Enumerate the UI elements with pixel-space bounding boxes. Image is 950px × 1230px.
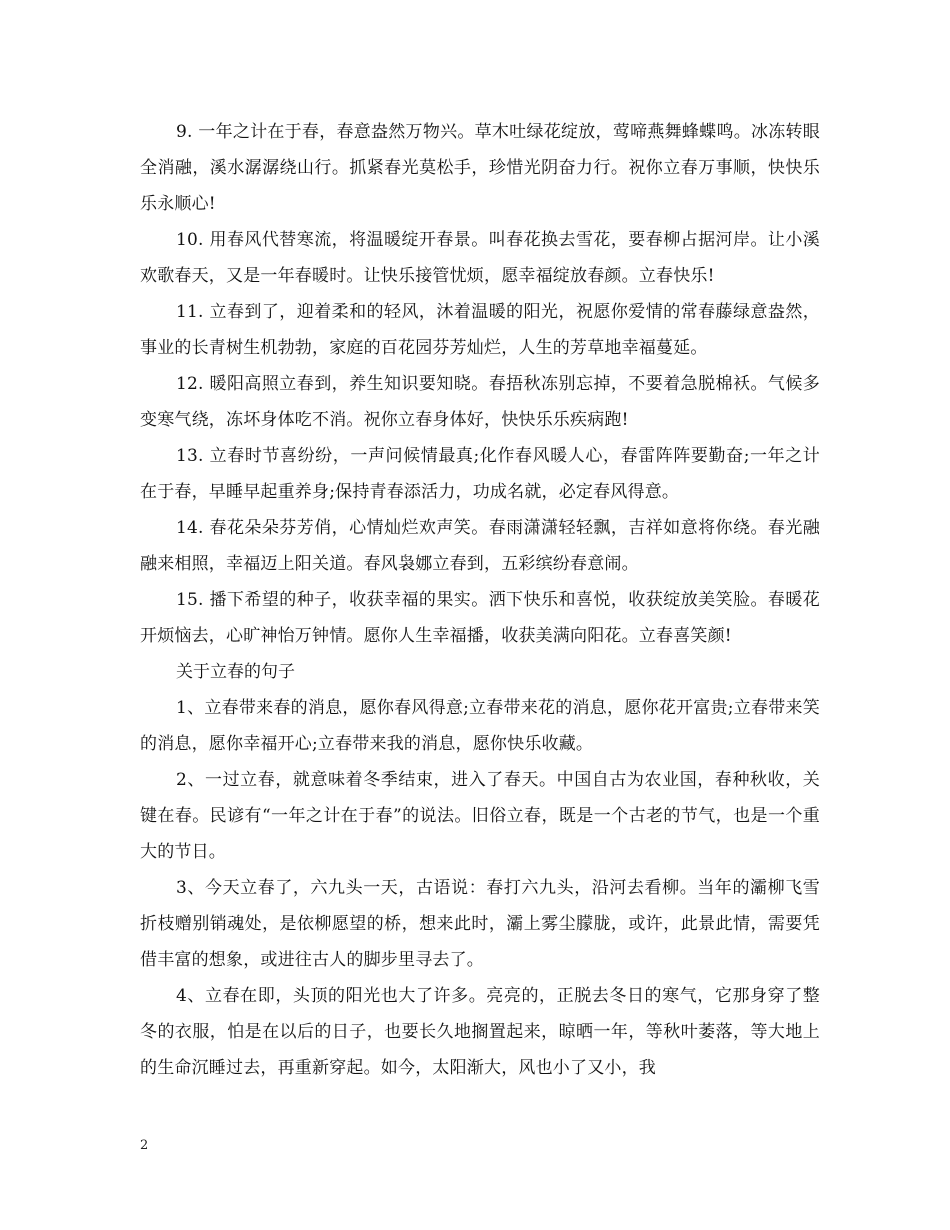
paragraph-14: 14. 春花朵朵芬芳俏，心情灿烂欢声笑。春雨潇潇轻轻飘，吉祥如意将你绕。春光融融来相照，幸福迈上阳关道。春风袅娜立春到，五彩缤纷春意闹。 (140, 518, 820, 574)
paragraph-13: 13. 立春时节喜纷纷，一声问候情最真;化作春风暖人心，春雷阵阵要勤奋;一年之计在于春，早睡早起重养身;保持青春添活力，功成名就，必定春风得意。 (140, 446, 820, 502)
section-heading: 关于立春的句子 (176, 662, 295, 682)
paragraph-11: 11. 立春到了，迎着柔和的轻风，沐着温暖的阳光，祝愿你爱情的常春藤绿意盎然，事业的长青树生机勃勃，家庭的百花园芬芳灿烂，人生的芳草地幸福蔓延。 (140, 302, 820, 358)
paragraph-15: 15. 播下希望的种子，收获幸福的果实。洒下快乐和喜悦，收获绽放美笑脸。春暖花开烦恼去，心旷神怡万钟情。愿你人生幸福播，收获美满向阳花。立春喜笑颜! (140, 590, 820, 646)
document-body (140, 114, 820, 1086)
paragraph-12: 12. 暖阳高照立春到，养生知识要知晓。春捂秋冻别忘掉，不要着急脱棉袄。气候多变寒气绕，冻坏身体吃不消。祝你立春身体好，快快乐乐疾病跑! (140, 374, 820, 430)
sentence-paragraph-2: 2、一过立春，就意味着冬季结束，进入了春天。中国自古为农业国，春种秋收，关键在春。民谚有“一年之计在于春”的说法。旧俗立春，既是一个古老的节气，也是一个重大的节日。 (140, 770, 820, 862)
paragraph-9: 9. 一年之计在于春，春意盎然万物兴。草木吐绿花绽放，莺啼燕舞蜂蝶鸣。冰冻转眼全消融，溪水潺潺绕山行。抓紧春光莫松手，珍惜光阴奋力行。祝你立春万事顺，快快乐乐永顺心! (140, 122, 820, 214)
sentence-paragraph-4: 4、立春在即，头顶的阳光也大了许多。亮亮的，正脱去冬日的寒气，它那身穿了整冬的衣服，怕是在以后的日子，也要长久地搁置起来，晾晒一年，等秋叶萎落，等大地上的生命沉睡过去，再重新穿起。如今，太阳渐大，风也小了又小，我 (140, 986, 820, 1078)
sentence-paragraph-3: 3、今天立春了，六九头一天，古语说：春打六九头，沿河去看柳。当年的灞柳飞雪折枝赠别销魂处，是依柳愿望的桥，想来此时，灞上雾尘朦胧，或许，此景此情，需要凭借丰富的想象，或进往古人的脚步里寻去了。 (140, 878, 820, 970)
sentence-paragraph-1: 1、立春带来春的消息，愿你春风得意;立春带来花的消息，愿你花开富贵;立春带来笑的消息，愿你幸福开心;立春带来我的消息，愿你快乐收藏。 (140, 698, 820, 754)
page-number: 2 (140, 1138, 149, 1153)
paragraph-10: 10. 用春风代替寒流，将温暖绽开春景。叫春花换去雪花，要春柳占据河岸。让小溪欢歌春天，又是一年春暖时。让快乐接管忧烦，愿幸福绽放春颜。立春快乐! (140, 230, 820, 286)
